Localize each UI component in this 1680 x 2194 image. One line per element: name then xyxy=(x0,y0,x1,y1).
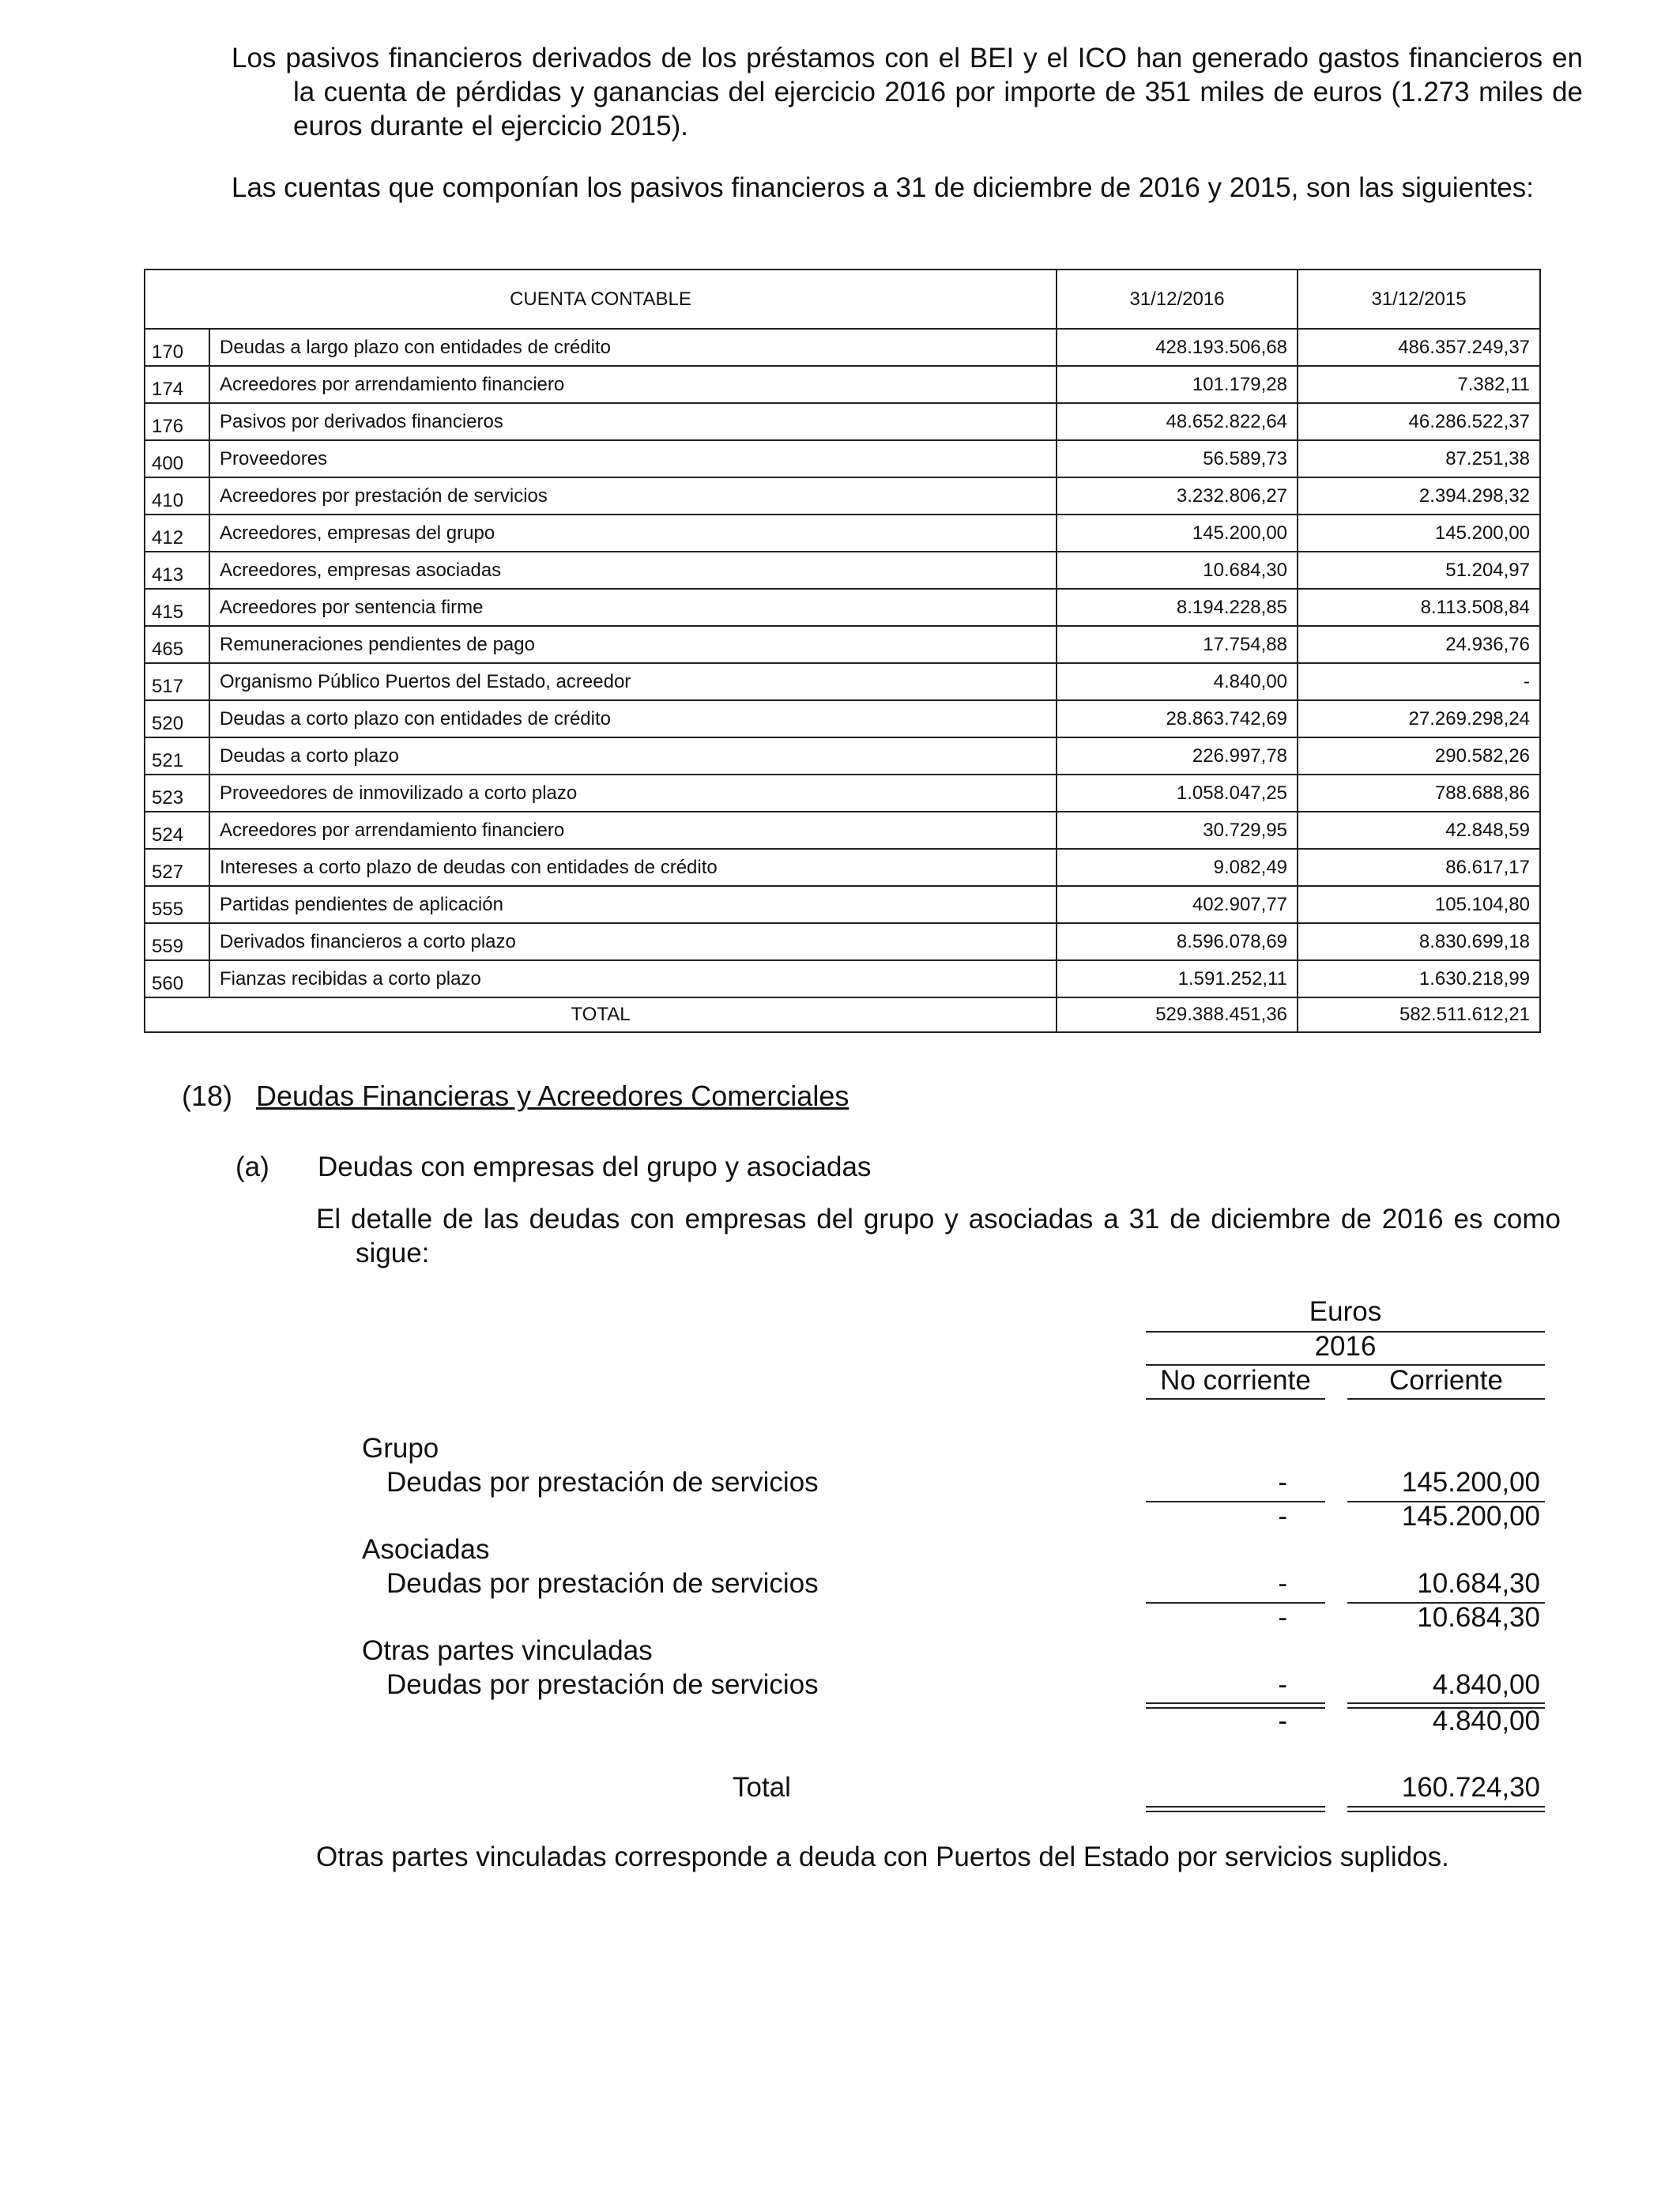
header-noncurrent: No corriente xyxy=(1160,1365,1311,1396)
section-title: Deudas Financieras y Acreedores Comerciales xyxy=(256,1080,849,1112)
total-y2016: 529.388.451,36 xyxy=(1057,997,1298,1032)
header-2015: 31/12/2015 xyxy=(1298,270,1540,329)
value-2015: - xyxy=(1298,663,1540,700)
intro-paragraph-1: Los pasivos financieros derivados de los préstamos con el BEI y el ICO han generado gastos financieros en la cuenta de pérdidas y ganancias del ejercicio 2016 por importe de 351 miles de euros (1.273 miles de euros durante el ejercicio 2015). xyxy=(232,43,1583,141)
account-name: Acreedores por sentencia firme xyxy=(209,589,1057,626)
value-2015: 105.104,80 xyxy=(1298,886,1540,923)
account-code: 412 xyxy=(145,515,209,552)
subtotal-noncurrent: - xyxy=(1278,1706,1287,1736)
value-2016: 30.729,95 xyxy=(1057,812,1298,849)
account-name: Acreedores por prestación de servicios xyxy=(209,477,1057,515)
value-2016: 402.907,77 xyxy=(1057,886,1298,923)
account-name: Pasivos por derivados financieros xyxy=(209,403,1057,440)
value-2016: 28.863.742,69 xyxy=(1057,700,1298,737)
header-rule xyxy=(1146,1398,1325,1400)
table-row xyxy=(145,366,1540,403)
current-value: 10.684,30 xyxy=(1417,1568,1540,1599)
table-row xyxy=(145,477,1540,515)
account-code: 560 xyxy=(145,960,209,997)
value-2015: 1.630.218,99 xyxy=(1298,960,1540,997)
account-name: Derivados financieros a corto plazo xyxy=(209,923,1057,960)
value-2015: 486.357.249,37 xyxy=(1298,329,1540,366)
noncurrent-value: - xyxy=(1278,1669,1287,1700)
table-row xyxy=(145,923,1540,960)
value-2015: 7.382,11 xyxy=(1298,366,1540,403)
total-y2015: 582.511.612,21 xyxy=(1298,997,1540,1032)
account-code: 170 xyxy=(145,329,209,366)
group-item: Deudas por prestación de servicios xyxy=(386,1568,819,1599)
header-rule xyxy=(1347,1398,1545,1400)
table-header-row xyxy=(145,270,1540,329)
account-code: 520 xyxy=(145,700,209,737)
table-row xyxy=(145,515,1540,552)
account-code: 517 xyxy=(145,663,209,700)
table-row xyxy=(145,775,1540,812)
subsection-intro: El detalle de las deudas con empresas del grupo y asociadas a 31 de diciembre de 2016 es como sigue: xyxy=(316,1204,1561,1269)
total-double-rule xyxy=(1146,1806,1325,1812)
account-name: Intereses a corto plazo de deudas con entidades de crédito xyxy=(209,849,1057,886)
account-code: 410 xyxy=(145,477,209,515)
value-2015: 24.936,76 xyxy=(1298,626,1540,663)
group-name: Asociadas xyxy=(362,1534,490,1565)
table-row xyxy=(145,403,1540,440)
value-2015: 8.830.699,18 xyxy=(1298,923,1540,960)
account-name: Acreedores, empresas del grupo xyxy=(209,515,1057,552)
accounts-table xyxy=(144,269,1541,1033)
noncurrent-value: - xyxy=(1278,1568,1287,1599)
table-row xyxy=(145,552,1540,589)
value-2015: 46.286.522,37 xyxy=(1298,403,1540,440)
subsection-letter: (a) xyxy=(235,1152,269,1182)
subtotal-noncurrent: - xyxy=(1278,1501,1287,1532)
group-name: Otras partes vinculadas xyxy=(362,1635,653,1666)
table-row xyxy=(145,329,1540,366)
account-name: Proveedores xyxy=(209,440,1057,477)
intro-paragraph-2: Las cuentas que componían los pasivos financieros a 31 de diciembre de 2016 y 2015, son las siguientes: xyxy=(232,172,1534,203)
account-code: 400 xyxy=(145,440,209,477)
account-code: 415 xyxy=(145,589,209,626)
value-2016: 17.754,88 xyxy=(1057,626,1298,663)
account-name: Partidas pendientes de aplicación xyxy=(209,886,1057,923)
value-2016: 145.200,00 xyxy=(1057,515,1298,552)
value-2015: 87.251,38 xyxy=(1298,440,1540,477)
header-current: Corriente xyxy=(1389,1365,1503,1396)
value-2015: 86.617,17 xyxy=(1298,849,1540,886)
subtotal-current: 145.200,00 xyxy=(1401,1501,1540,1532)
table-row xyxy=(145,663,1540,700)
value-2016: 4.840,00 xyxy=(1057,663,1298,700)
account-name: Acreedores por arrendamiento financiero xyxy=(209,366,1057,403)
total-current: 160.724,30 xyxy=(1401,1772,1540,1803)
header-currency: Euros xyxy=(1309,1296,1382,1327)
table-row xyxy=(145,960,1540,997)
group-name: Grupo xyxy=(362,1433,439,1464)
account-name: Remuneraciones pendientes de pago xyxy=(209,626,1057,663)
account-code: 176 xyxy=(145,403,209,440)
subtotal-current: 10.684,30 xyxy=(1417,1602,1540,1633)
noncurrent-value: - xyxy=(1278,1467,1287,1498)
value-2016: 9.082,49 xyxy=(1057,849,1298,886)
table-row xyxy=(145,700,1540,737)
account-name: Deudas a corto plazo con entidades de crédito xyxy=(209,700,1057,737)
account-name: Fianzas recibidas a corto plazo xyxy=(209,960,1057,997)
value-2015: 2.394.298,32 xyxy=(1298,477,1540,515)
subtotal-current: 4.840,00 xyxy=(1432,1706,1540,1736)
subtotal-noncurrent: - xyxy=(1278,1602,1287,1633)
account-code: 521 xyxy=(145,737,209,775)
table-row xyxy=(145,440,1540,477)
value-2016: 8.596.078,69 xyxy=(1057,923,1298,960)
account-name: Acreedores por arrendamiento financiero xyxy=(209,812,1057,849)
value-2015: 290.582,26 xyxy=(1298,737,1540,775)
account-name: Deudas a corto plazo xyxy=(209,737,1057,775)
subsection-title: Deudas con empresas del grupo y asociadas xyxy=(318,1152,872,1182)
total-label: Total xyxy=(733,1772,791,1803)
account-code: 555 xyxy=(145,886,209,923)
account-name: Organismo Público Puertos del Estado, acreedor xyxy=(209,663,1057,700)
table-row xyxy=(145,849,1540,886)
table-row xyxy=(145,626,1540,663)
value-2015: 788.688,86 xyxy=(1298,775,1540,812)
account-code: 465 xyxy=(145,626,209,663)
total-double-rule xyxy=(1347,1806,1545,1812)
account-code: 524 xyxy=(145,812,209,849)
value-2015: 8.113.508,84 xyxy=(1298,589,1540,626)
group-item: Deudas por prestación de servicios xyxy=(386,1669,819,1700)
table-row xyxy=(145,737,1540,775)
header-2016: 31/12/2016 xyxy=(1057,270,1298,329)
value-2016: 428.193.506,68 xyxy=(1057,329,1298,366)
value-2016: 56.589,73 xyxy=(1057,440,1298,477)
total-row xyxy=(145,997,1540,1032)
account-name: Deudas a largo plazo con entidades de crédito xyxy=(209,329,1057,366)
footnote: Otras partes vinculadas corresponde a deuda con Puertos del Estado por servicios suplidos. xyxy=(316,1842,1449,1872)
value-2016: 1.591.252,11 xyxy=(1057,960,1298,997)
total-label: TOTAL xyxy=(145,997,1057,1032)
group-item: Deudas por prestación de servicios xyxy=(386,1467,819,1498)
value-2016: 48.652.822,64 xyxy=(1057,403,1298,440)
table-row xyxy=(145,886,1540,923)
value-2016: 10.684,30 xyxy=(1057,552,1298,589)
header-account: CUENTA CONTABLE xyxy=(145,270,1057,329)
table-row xyxy=(145,589,1540,626)
value-2015: 145.200,00 xyxy=(1298,515,1540,552)
account-code: 523 xyxy=(145,775,209,812)
value-2015: 42.848,59 xyxy=(1298,812,1540,849)
value-2016: 101.179,28 xyxy=(1057,366,1298,403)
table-row xyxy=(145,812,1540,849)
value-2015: 27.269.298,24 xyxy=(1298,700,1540,737)
value-2016: 8.194.228,85 xyxy=(1057,589,1298,626)
value-2016: 3.232.806,27 xyxy=(1057,477,1298,515)
account-name: Acreedores, empresas asociadas xyxy=(209,552,1057,589)
value-2015: 51.204,97 xyxy=(1298,552,1540,589)
value-2016: 226.997,78 xyxy=(1057,737,1298,775)
account-name: Proveedores de inmovilizado a corto plazo xyxy=(209,775,1057,812)
account-code: 559 xyxy=(145,923,209,960)
header-year: 2016 xyxy=(1314,1331,1377,1362)
current-value: 145.200,00 xyxy=(1401,1467,1540,1498)
current-value: 4.840,00 xyxy=(1432,1669,1540,1700)
value-2016: 1.058.047,25 xyxy=(1057,775,1298,812)
account-code: 527 xyxy=(145,849,209,886)
account-code: 413 xyxy=(145,552,209,589)
section-number: (18) xyxy=(182,1080,233,1112)
account-code: 174 xyxy=(145,366,209,403)
